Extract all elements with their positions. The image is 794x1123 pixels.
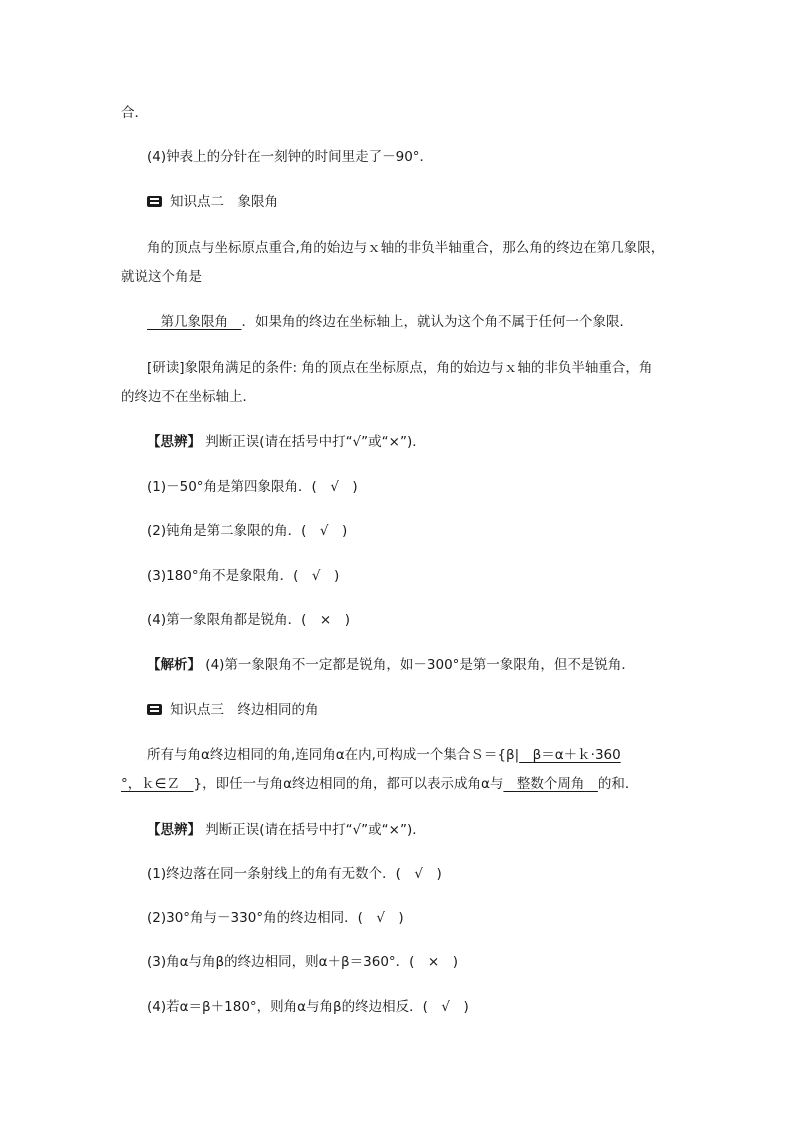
- text-line: [147, 821, 426, 839]
- text-span: }，即任一与角α终边相同的角，都可以表示成角α与: [193, 776, 504, 792]
- section-heading: [147, 701, 319, 719]
- bracket-label: 【解析】: [147, 657, 201, 673]
- pencil-note-icon: [147, 196, 162, 207]
- question-line: (1)－50°角是第四象限角．( √ ): [147, 479, 358, 495]
- text-span: ．如果角的终边在坐标轴上，就认为这个角不属于任何一个象限．: [241, 314, 633, 330]
- text-line: (4)钟表上的分针在一刻钟的时间里走了－90°．: [147, 149, 434, 165]
- question-line: (1)终边落在同一条射线上的角有无数个．( √ ): [147, 866, 442, 882]
- text-span: 所有与角α终边相同的角,连同角α在内,可构成一个集合Ｓ＝{β|: [147, 747, 520, 763]
- text-line: [研读]象限角满足的条件: 角的顶点在坐标原点，角的始边与ｘ轴的非负半轴重合，角: [147, 360, 653, 376]
- question-line: (4)第一象限角都是锐角．( × ): [147, 612, 350, 628]
- pencil-note-icon: [147, 704, 162, 715]
- question-line: (3)角α与角β的终边相同，则α＋β＝360°．( × ): [147, 954, 459, 970]
- text-span: 的和．: [597, 776, 639, 792]
- fill-blank: β＝α＋ｋ·360: [532, 747, 621, 763]
- text-line: 角的顶点与坐标原点重合,角的始边与ｘ轴的非负半轴重合，那么角的终边在第几象限，: [147, 240, 665, 256]
- text-line: [147, 746, 621, 764]
- text-line: [147, 433, 426, 451]
- fill-blank: °，ｋ∈Ｚ: [121, 776, 181, 792]
- text-line: 的终边不在坐标轴上．: [121, 389, 256, 405]
- question-line: (2)钝角是第二象限的角．( √ ): [147, 523, 348, 539]
- heading-text: 知识点三 终边相同的角: [170, 702, 319, 718]
- bracket-label: 【思辨】: [147, 434, 201, 450]
- fill-blank: 整数个周角: [516, 776, 585, 792]
- text-span: (4)第一象限角不一定都是锐角，如－300°是第一象限角，但不是锐角．: [205, 657, 635, 673]
- question-line: (3)180°角不是象限角．( √ ): [147, 568, 340, 584]
- heading-text: 知识点二 象限角: [170, 194, 278, 210]
- section-heading: [147, 193, 278, 211]
- text-span: 判断正误(请在括号中打“√”或“×”)．: [205, 434, 426, 450]
- question-line: (2)30°角与－330°角的终边相同．( √ ): [147, 910, 404, 926]
- text-line: 就说这个角是: [121, 269, 202, 285]
- text-line: 合．: [121, 105, 148, 121]
- bracket-label: 【思辨】: [147, 822, 201, 838]
- text-line: [147, 656, 635, 674]
- text-line: [121, 775, 638, 793]
- text-line: [147, 313, 633, 331]
- fill-blank: 第几象限角: [160, 314, 228, 330]
- text-span: 判断正误(请在括号中打“√”或“×”)．: [205, 822, 426, 838]
- question-line: (4)若α＝β＋180°，则角α与角β的终边相反．( √ ): [147, 999, 469, 1015]
